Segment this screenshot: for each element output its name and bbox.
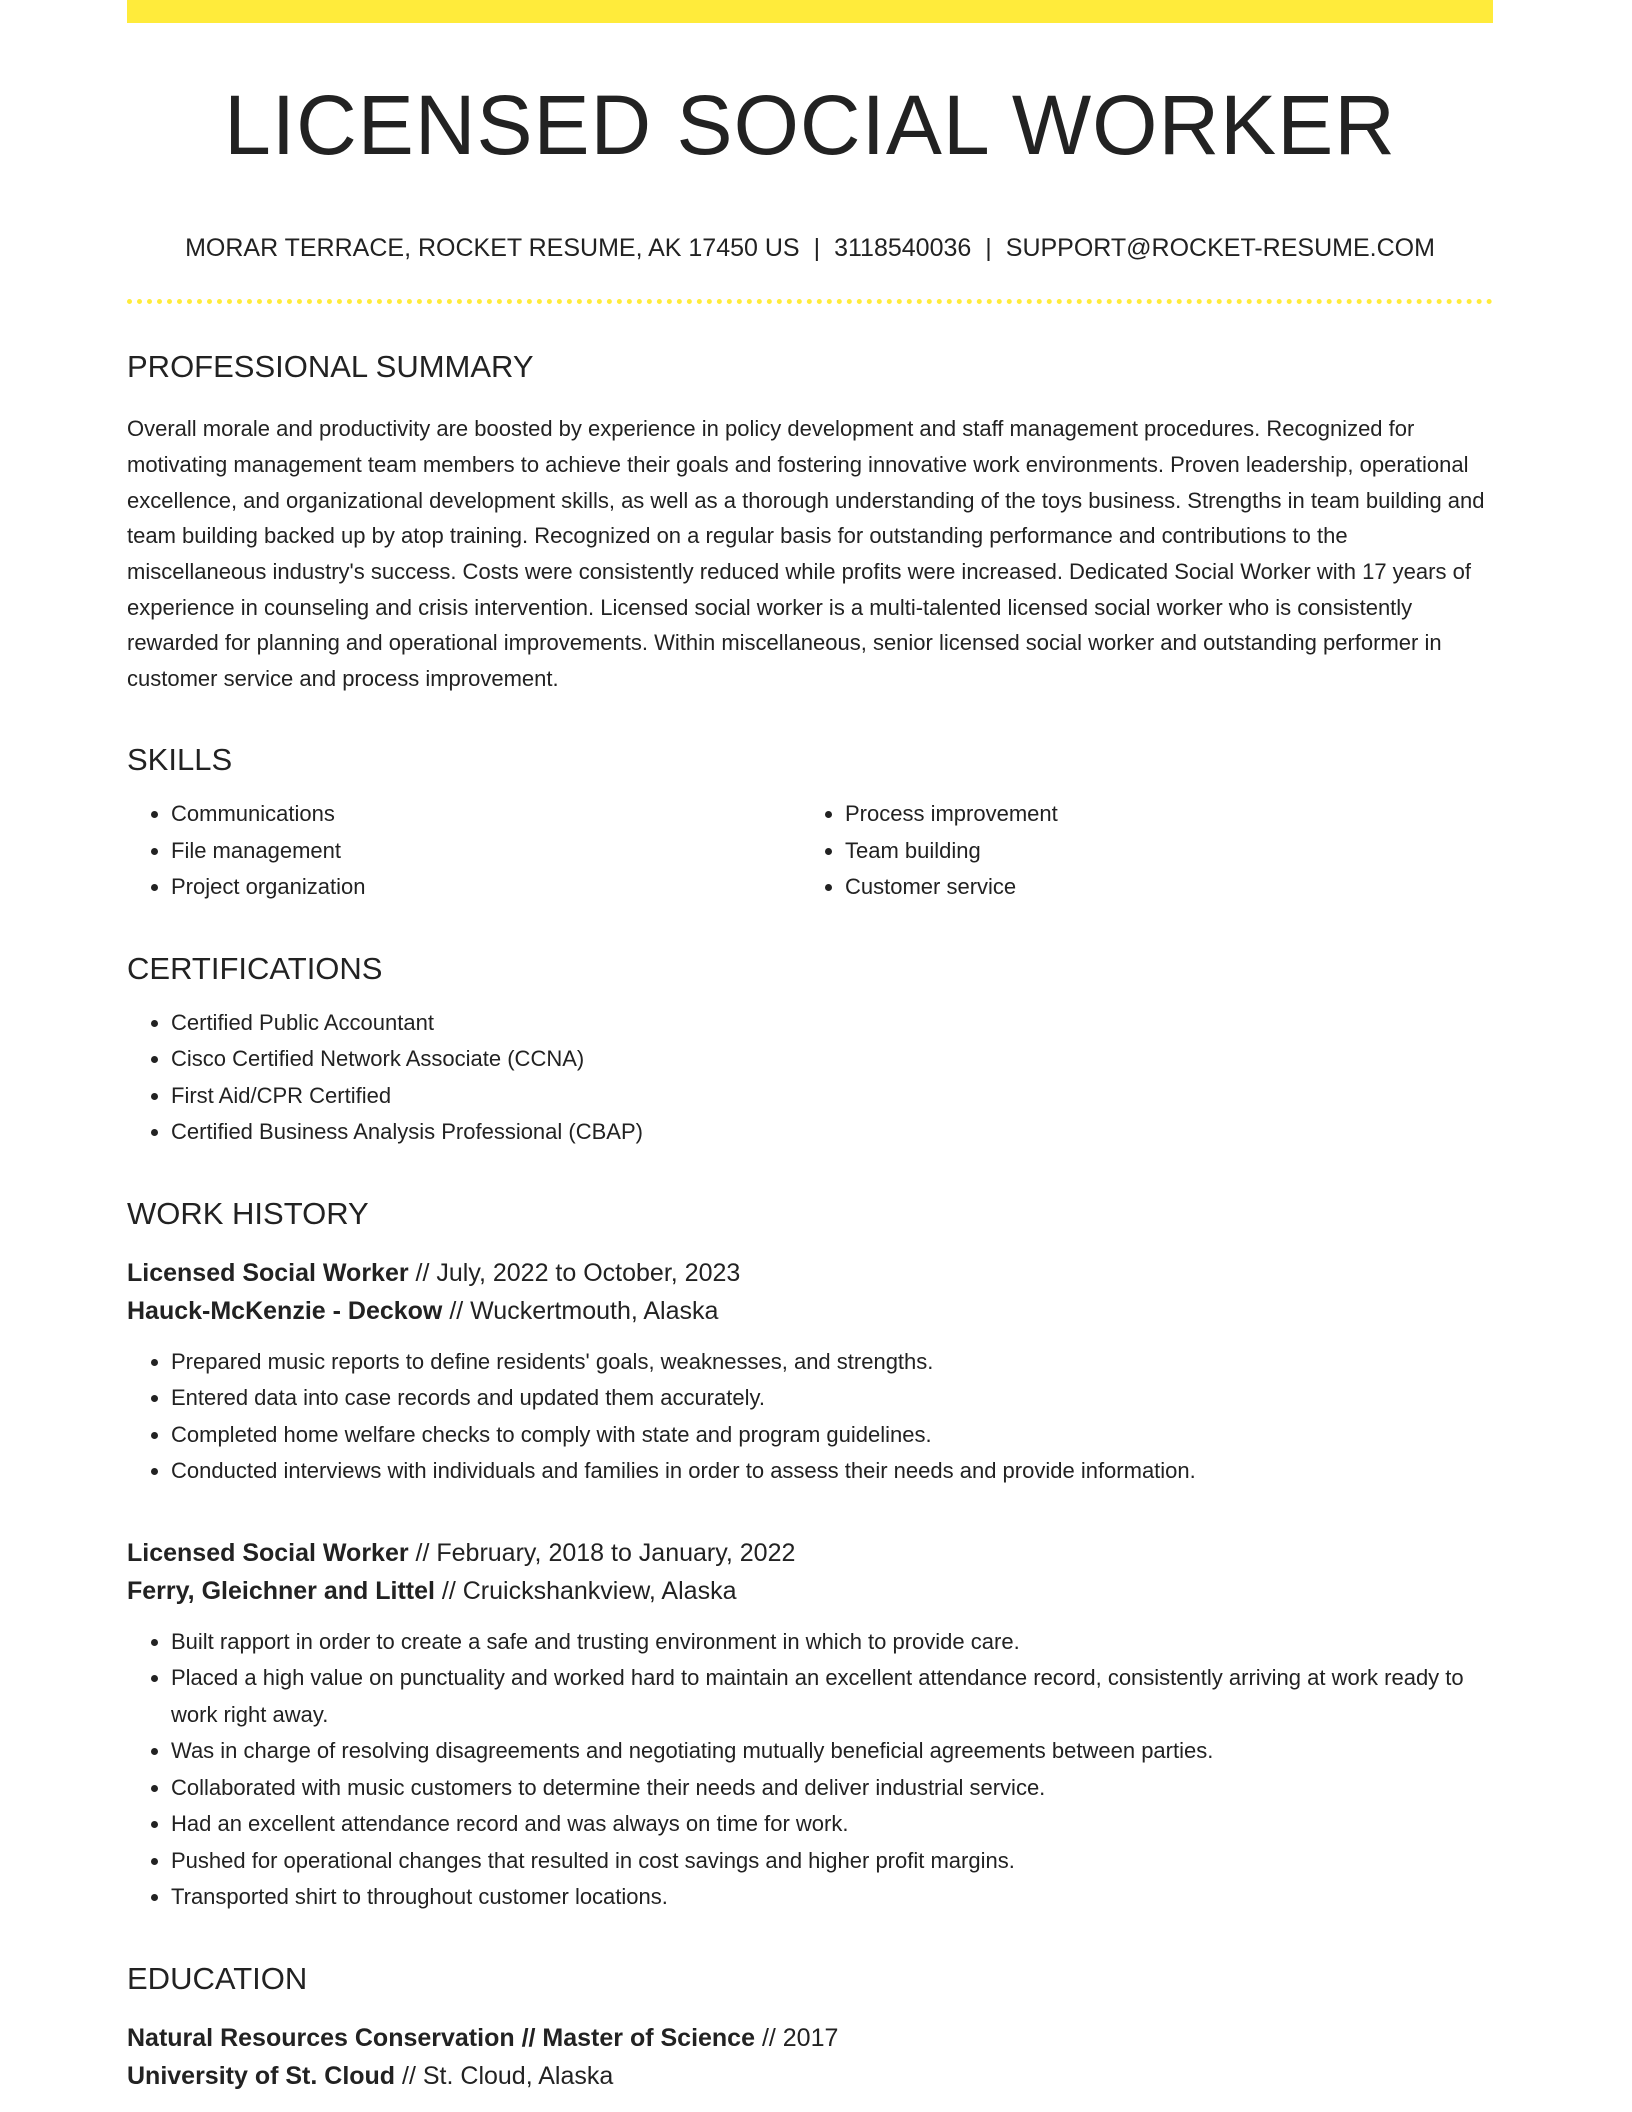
job-bullet: • Completed home welfare checks to comply with state and program guidelines. bbox=[171, 1417, 1493, 1454]
job-dates: // February, 2018 to January, 2022 bbox=[408, 1538, 796, 1567]
school-location: // St. Cloud, Alaska bbox=[395, 2062, 614, 2091]
job-dates: // July, 2022 to October, 2023 bbox=[408, 1258, 741, 1287]
job-title: Licensed Social Worker bbox=[127, 1538, 409, 1567]
job-entry bbox=[127, 1254, 1493, 1490]
school: University of St. Cloud bbox=[127, 2062, 396, 2091]
contact-line bbox=[127, 233, 1493, 263]
work-heading: WORK HISTORY bbox=[127, 1195, 369, 1231]
job-bullet: • Pushed for operational changes that resulted in cost savings and higher profit margins. bbox=[171, 1843, 1493, 1880]
resume-page bbox=[127, 0, 1493, 2095]
skill-item: • File management bbox=[171, 833, 801, 870]
skill-item: • Process improvement bbox=[845, 796, 1475, 833]
education-heading: EDUCATION bbox=[127, 1960, 308, 1996]
school-line bbox=[127, 2057, 1493, 2095]
certification-item: • First Aid/CPR Certified bbox=[171, 1078, 1493, 1115]
job-bullet: • Placed a high value on punctuality and worked hard to maintain an excellent attendance record, consistently arriving at work ready to work right away. bbox=[171, 1660, 1493, 1733]
skills-heading: SKILLS bbox=[127, 741, 233, 777]
skill-item: • Project organization bbox=[171, 869, 801, 906]
address: MORAR TERRACE, ROCKET RESUME, AK 17450 US bbox=[185, 234, 800, 262]
job-company-line bbox=[127, 1572, 1493, 1610]
accent-bar bbox=[127, 0, 1493, 23]
skill-item: • Customer service bbox=[845, 869, 1475, 906]
job-location: // Wuckertmouth, Alaska bbox=[442, 1296, 719, 1325]
skill-item: • Team building bbox=[845, 833, 1475, 870]
job-bullets bbox=[127, 1624, 1493, 1916]
graduation-year: // 2017 bbox=[755, 2024, 839, 2053]
degree: Natural Resources Conservation // Master of Science bbox=[127, 2024, 755, 2053]
job-bullet: • Built rapport in order to create a safe and trusting environment in which to provide care. bbox=[171, 1624, 1493, 1661]
summary-text: Overall morale and productivity are boosted by experience in policy development and staff management procedures. Recognized for motivating management team members to achieve their goals and fostering innovative work environments. Proven leadership, operational excellence, and organizational development skills, as well as a thorough understanding of the toys business. Strengths in team building and team building backed up by atop training. Recognized on a regular basis for outstanding performance and contributions to the miscellaneous industry's success. Costs were consistently reduced while profits were increased. Dedicated Social Worker with 17 years of experience in counseling and crisis intervention. Licensed social worker is a multi-talented licensed social worker who is consistently rewarded for planning and operational improvements. Within miscellaneous, senior licensed social worker and outstanding performer in customer service and process improvement. bbox=[127, 416, 1485, 692]
certification-item: • Certified Business Analysis Professional (CBAP) bbox=[171, 1114, 1493, 1151]
candidate-title: LICENSED SOCIAL WORKER bbox=[224, 78, 1396, 172]
email: SUPPORT@ROCKET-RESUME.COM bbox=[1005, 234, 1435, 262]
degree-line bbox=[127, 2019, 1493, 2057]
job-title: Licensed Social Worker bbox=[127, 1258, 409, 1287]
phone: 3118540036 bbox=[834, 234, 972, 262]
separator: | bbox=[985, 234, 992, 262]
job-entry bbox=[127, 1534, 1493, 1916]
certifications-list bbox=[127, 1005, 1493, 1151]
separator: | bbox=[813, 234, 821, 262]
job-bullet: • Transported shirt to throughout customer locations. bbox=[171, 1879, 1493, 1916]
job-company-line bbox=[127, 1292, 1493, 1330]
certification-item: • Cisco Certified Network Associate (CCNA) bbox=[171, 1041, 1493, 1078]
skill-item: • Communications bbox=[171, 796, 801, 833]
job-title-line bbox=[127, 1254, 1493, 1292]
dotted-divider bbox=[127, 299, 1493, 304]
job-bullet: • Prepared music reports to define residents' goals, weaknesses, and strengths. bbox=[171, 1344, 1493, 1381]
summary-heading: PROFESSIONAL SUMMARY bbox=[127, 349, 534, 384]
certifications-heading: CERTIFICATIONS bbox=[127, 950, 383, 986]
job-bullet: • Collaborated with music customers to determine their needs and deliver industrial service. bbox=[171, 1770, 1493, 1807]
job-company: Ferry, Gleichner and Littel bbox=[127, 1576, 435, 1605]
job-location: // Cruickshankview, Alaska bbox=[434, 1576, 737, 1605]
job-bullets bbox=[127, 1344, 1493, 1490]
job-bullet: • Entered data into case records and updated them accurately. bbox=[171, 1380, 1493, 1417]
job-bullet: • Was in charge of resolving disagreements and negotiating mutually beneficial agreements between parties. bbox=[171, 1733, 1493, 1770]
job-title-line bbox=[127, 1534, 1493, 1572]
skills-column-left bbox=[127, 796, 801, 906]
skills-list bbox=[127, 796, 1493, 906]
certification-item: • Certified Public Accountant bbox=[171, 1005, 1493, 1042]
job-bullet: • Conducted interviews with individuals and families in order to assess their needs and provide information. bbox=[171, 1453, 1493, 1490]
skills-column-right bbox=[801, 796, 1475, 906]
education-entry bbox=[127, 2019, 1493, 2095]
job-company: Hauck-McKenzie - Deckow bbox=[127, 1296, 443, 1325]
job-bullet: • Had an excellent attendance record and was always on time for work. bbox=[171, 1806, 1493, 1843]
